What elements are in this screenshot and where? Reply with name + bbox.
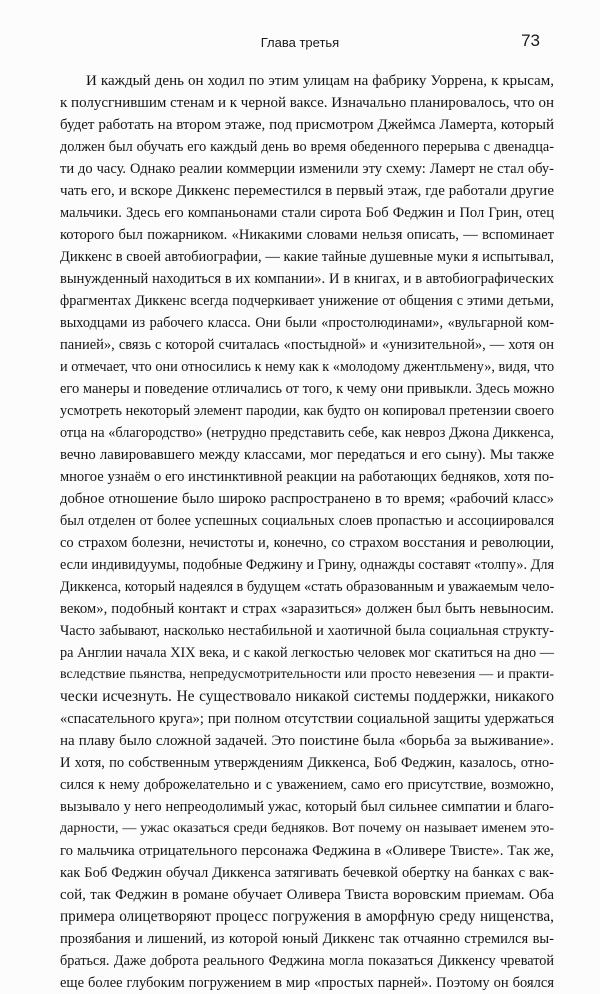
text-line: прозябания и лишений, из которой юный Диккенс так отчаянно стремился вы- bbox=[60, 931, 554, 947]
text-line: еще более глубоким погружением в мир «простых парней». Поэтому он боялся bbox=[60, 975, 554, 991]
text-line: го мальчика отрицательного персонажа Феджина в «Оливере Твисте». Так же, bbox=[60, 843, 554, 859]
text-line: Диккенса, который надеялся в будущем «стать образованным и уважаемым чело- bbox=[60, 579, 555, 595]
text-line: ра Англии начала XIX века, и с какой легкостью человек мог скатиться на дно — bbox=[60, 645, 554, 661]
text-line: должен был обучать его каждый день во время обеденного перерыва с двенадца- bbox=[60, 139, 554, 155]
text-line: панией», связь с которой считалась «постыдной» и «унизительной», — хотя он bbox=[60, 337, 554, 353]
text-line: вызывало у него непреодолимый ужас, который был сильнее симпатии и благо- bbox=[60, 799, 554, 815]
text-line: выходцами из рабочего класса. Они были «простолюдинами», «вульгарной ком- bbox=[60, 315, 554, 331]
running-header bbox=[60, 30, 540, 54]
text-line: чать его, и вскоре Диккенс переместился в первый этаж, где работали другие bbox=[60, 183, 554, 199]
text-line: дарности, — ужас оказаться среди бедняков. Вот почему он называет именем это- bbox=[60, 821, 554, 836]
text-line: ти до часу. Однако реалии коммерции изменили эту схему: Ламерт не стал обу- bbox=[60, 161, 554, 177]
text-line: Диккенс в своей автобиографии, — какие тайные душевные муки я испытывал, bbox=[60, 249, 554, 265]
text-line: И хотя, по собственным утверждениям Диккенса, Боб Феджин, казалось, отно- bbox=[60, 755, 554, 771]
text-line: браться. Даже доброта реального Феджина могла показаться Диккенсу чреватой bbox=[60, 953, 554, 969]
text-line: если индивидуумы, подобные Феджину и Грину, однажды составят «толпу». Для bbox=[60, 557, 554, 573]
text-line: и отмечает, что они относились к нему как к «молодому джентльмену», видя, что bbox=[60, 359, 555, 375]
text-line: усмотреть некоторый элемент пародии, как будто он копировал претензии своего bbox=[60, 403, 554, 419]
text-line: на плаву было сложной задачей. Это поистине была «борьба за выживание». bbox=[60, 733, 554, 749]
text-line: «спасательного круга»; при полном отсутствии социальной защиты удержаться bbox=[60, 711, 554, 727]
text-line: добное отношение было широко распространено в то время; «рабочий класс» bbox=[60, 491, 554, 507]
text-line: фрагментах Диккенс всегда подчеркивает унижение от общения с этими детьми, bbox=[60, 293, 554, 309]
text-line: вечно лавировавшего между классами, мог передаться и его сыну). Мы также bbox=[60, 447, 554, 463]
text-line: отца на «благородство» (нетрудно представить себе, как невроз Джона Диккенса, bbox=[60, 425, 555, 441]
text-line: сой, так Феджин в романе обучает Оливера Твиста воровским приемам. Оба bbox=[60, 887, 554, 903]
text-line: Часто забывают, насколько нестабильной и хаотичной была социальная структу- bbox=[60, 623, 554, 639]
body-text bbox=[60, 70, 554, 994]
text-line: которого был пожарником. «Никакими словами нельзя описать, — вспоминает bbox=[60, 227, 554, 243]
text-line: вынужденный находиться в их компании». И в книгах, и в автобиографических bbox=[60, 271, 554, 287]
text-line: со страхом болезни, нечистоты и, конечно, со страхом восстания и революции, bbox=[60, 535, 554, 551]
text-line: чески исчезнуть. Не существовало никакой системы поддержки, никакого bbox=[60, 688, 554, 705]
text-line: сился к нему доброжелательно и с уважением, само его присутствие, возможно, bbox=[60, 777, 554, 793]
text-line: как Боб Феджин обучал Диккенса затягивать бечевкой обертку на банках с вак- bbox=[60, 865, 554, 881]
text-line: многое узнаём о его инстинктивной реакции на работающих бедняков, хотя по- bbox=[60, 469, 554, 485]
text-line: И каждый день он ходил по этим улицам на фабрику Уоррена, к крысам, bbox=[86, 73, 554, 89]
page-number: 73 bbox=[521, 31, 540, 50]
text-line: вследствие пьянства, непредусмотрительности или просто невезения — и практи- bbox=[60, 667, 554, 682]
text-line: его манеры и поведение отличались от того, к чему они привыкли. Здесь можно bbox=[60, 381, 555, 397]
text-line: примера олицетворяют процесс погружения в аморфную среду нищенства, bbox=[60, 908, 554, 925]
text-line: мальчики. Здесь его компаньонами стали сирота Боб Феджин и Пол Грин, отец bbox=[60, 205, 554, 221]
text-line: к полусгнившим стенам и к черной ваксе. Изначально планировалось, что он bbox=[60, 95, 554, 111]
text-line: будет работать на втором этаже, под присмотром Джеймса Ламерта, который bbox=[60, 117, 554, 133]
text-line: был отделен от более успешных социальных слоев пропастью и ассоциировался bbox=[60, 513, 554, 529]
text-line: веком», подобный контакт и страх «заразиться» должен был быть невыносим. bbox=[60, 601, 554, 617]
chapter-title: Глава третья bbox=[260, 35, 340, 50]
